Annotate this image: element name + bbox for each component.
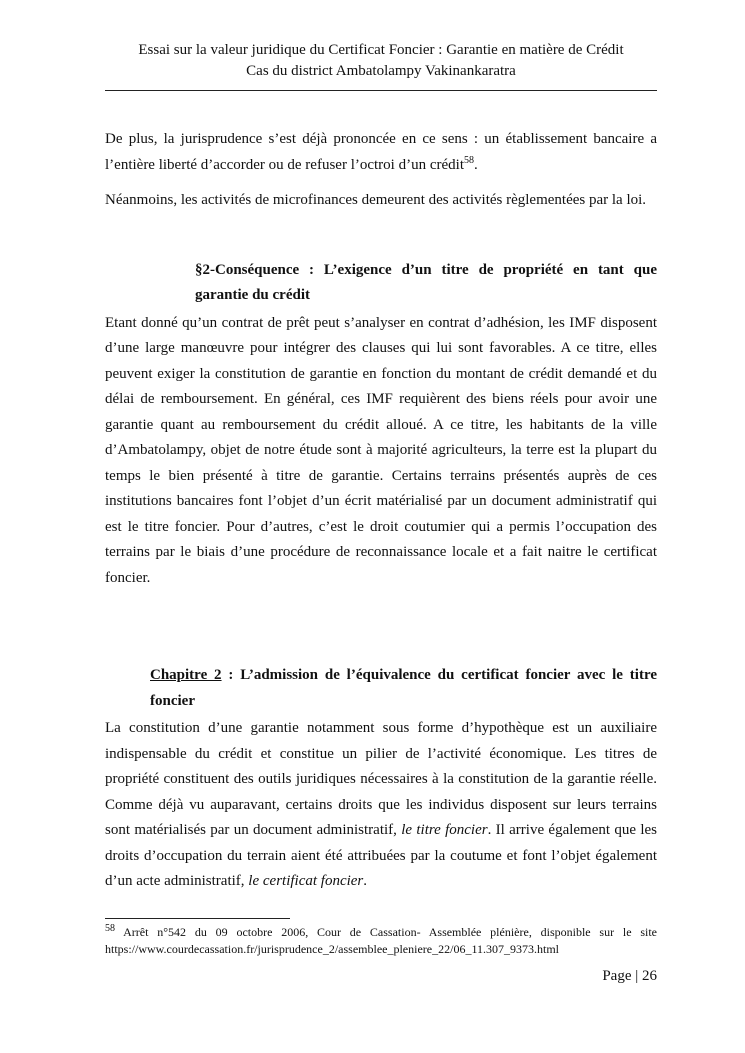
paragraph-jurisprudence-end: .: [473, 156, 478, 173]
header-title-line1: Essai sur la valeur juridique du Certificat Foncier : Garantie en matière de Crédit: [138, 42, 624, 58]
paragraph-constitution-end: .: [363, 873, 368, 889]
footnote-reference-58[interactable]: 58: [463, 154, 474, 166]
paragraph-constitution-part1: La constitution d’une garantie notamment sous forme d’hypothèque est un auxiliaire indispensable du crédit et constitue un pilier de l’activité économique. Les titres de propriété constituent des outils juridiques nécessaires à la constitution de la garantie réelle. Comme déjà vu auparavant, certains droits que les individus disposent sur leurs terrains sont matérialisés par un document administratif,: [105, 720, 657, 838]
footnote-58-url[interactable]: https://www.courdecassation.fr/jurisprudence_2/assemblee_pleniere_22/06_11.307_9373.html: [105, 942, 560, 957]
paragraph-jurisprudence-text: De plus, la jurisprudence s’est déjà prononcée en ce sens : un établissement bancaire a l’entière liberté d’accorder ou de refuser l’octroi d’un crédit: [105, 131, 657, 173]
paragraph-constitution-part2: . Il arrive également que les droits d’occupation du terrain aient été attribuées par la coutume et font l’objet également d’un acte administratif,: [105, 822, 657, 889]
term-titre-foncier: le titre foncier: [401, 822, 488, 838]
term-certificat-foncier: le certificat foncier: [248, 873, 364, 889]
paragraph-constitution-garantie: [105, 716, 657, 895]
heading-section-2-consequence: §2-Conséquence : L’exigence d’un titre de propriété en tant que garantie du crédit: [195, 261, 657, 303]
document-body: [105, 127, 657, 895]
page-number: Page | 26: [602, 968, 657, 984]
heading-chapitre-2-label: Chapitre 2: [150, 667, 222, 683]
footnote-area: [105, 918, 657, 959]
footnote-separator: [105, 918, 290, 919]
footnote-58-number: 58: [105, 923, 115, 934]
heading-chapitre-2: [150, 663, 657, 714]
paragraph-microfinance: Néanmoins, les activités de microfinances demeurent des activités règlementées par la loi.: [105, 192, 647, 208]
paragraph-jurisprudence: [105, 127, 657, 178]
footnote-58: [105, 924, 657, 959]
heading-chapitre-2-title: : L’admission de l’équivalence du certificat foncier avec le titre foncier: [150, 667, 657, 709]
footnote-58-text: Arrêt n°542 du 09 octobre 2006, Cour de Cassation- Assemblée plénière, disponible sur le site: [123, 925, 657, 939]
header-title-line2: Cas du district Ambatolampy Vakinankaratra: [246, 63, 516, 79]
document-header: [105, 40, 657, 91]
header-divider: [105, 90, 657, 91]
paragraph-contrat-pret: Etant donné qu’un contrat de prêt peut s’analyser en contrat d’adhésion, les IMF disposent d’une large manœuvre pour intégrer des clauses qui lui sont favorables. A ce titre, elles peuvent exiger la constitution de garantie en fonction du montant de crédit demandé et du délai de remboursement. En général, ces IMF requièrent des biens réels pour avoir une garantie quant au remboursement du crédit alloué. A ce titre, les habitants de la ville d’Ambatolampy, objet de notre étude sont à majorité agriculteurs, la terre est la plupart du temps le bien présenté à titre de garantie. Certains terrains présentés auprès de ces institutions bancaires font l’objet d’un écrit matérialisé par un document administratif qui est le titre foncier. Pour d’autres, c’est le droit coutumier qui a permis l’occupation des terrains par le biais d’une procédure de reconnaissance locale et a fait naitre le certificat foncier.: [105, 314, 657, 586]
